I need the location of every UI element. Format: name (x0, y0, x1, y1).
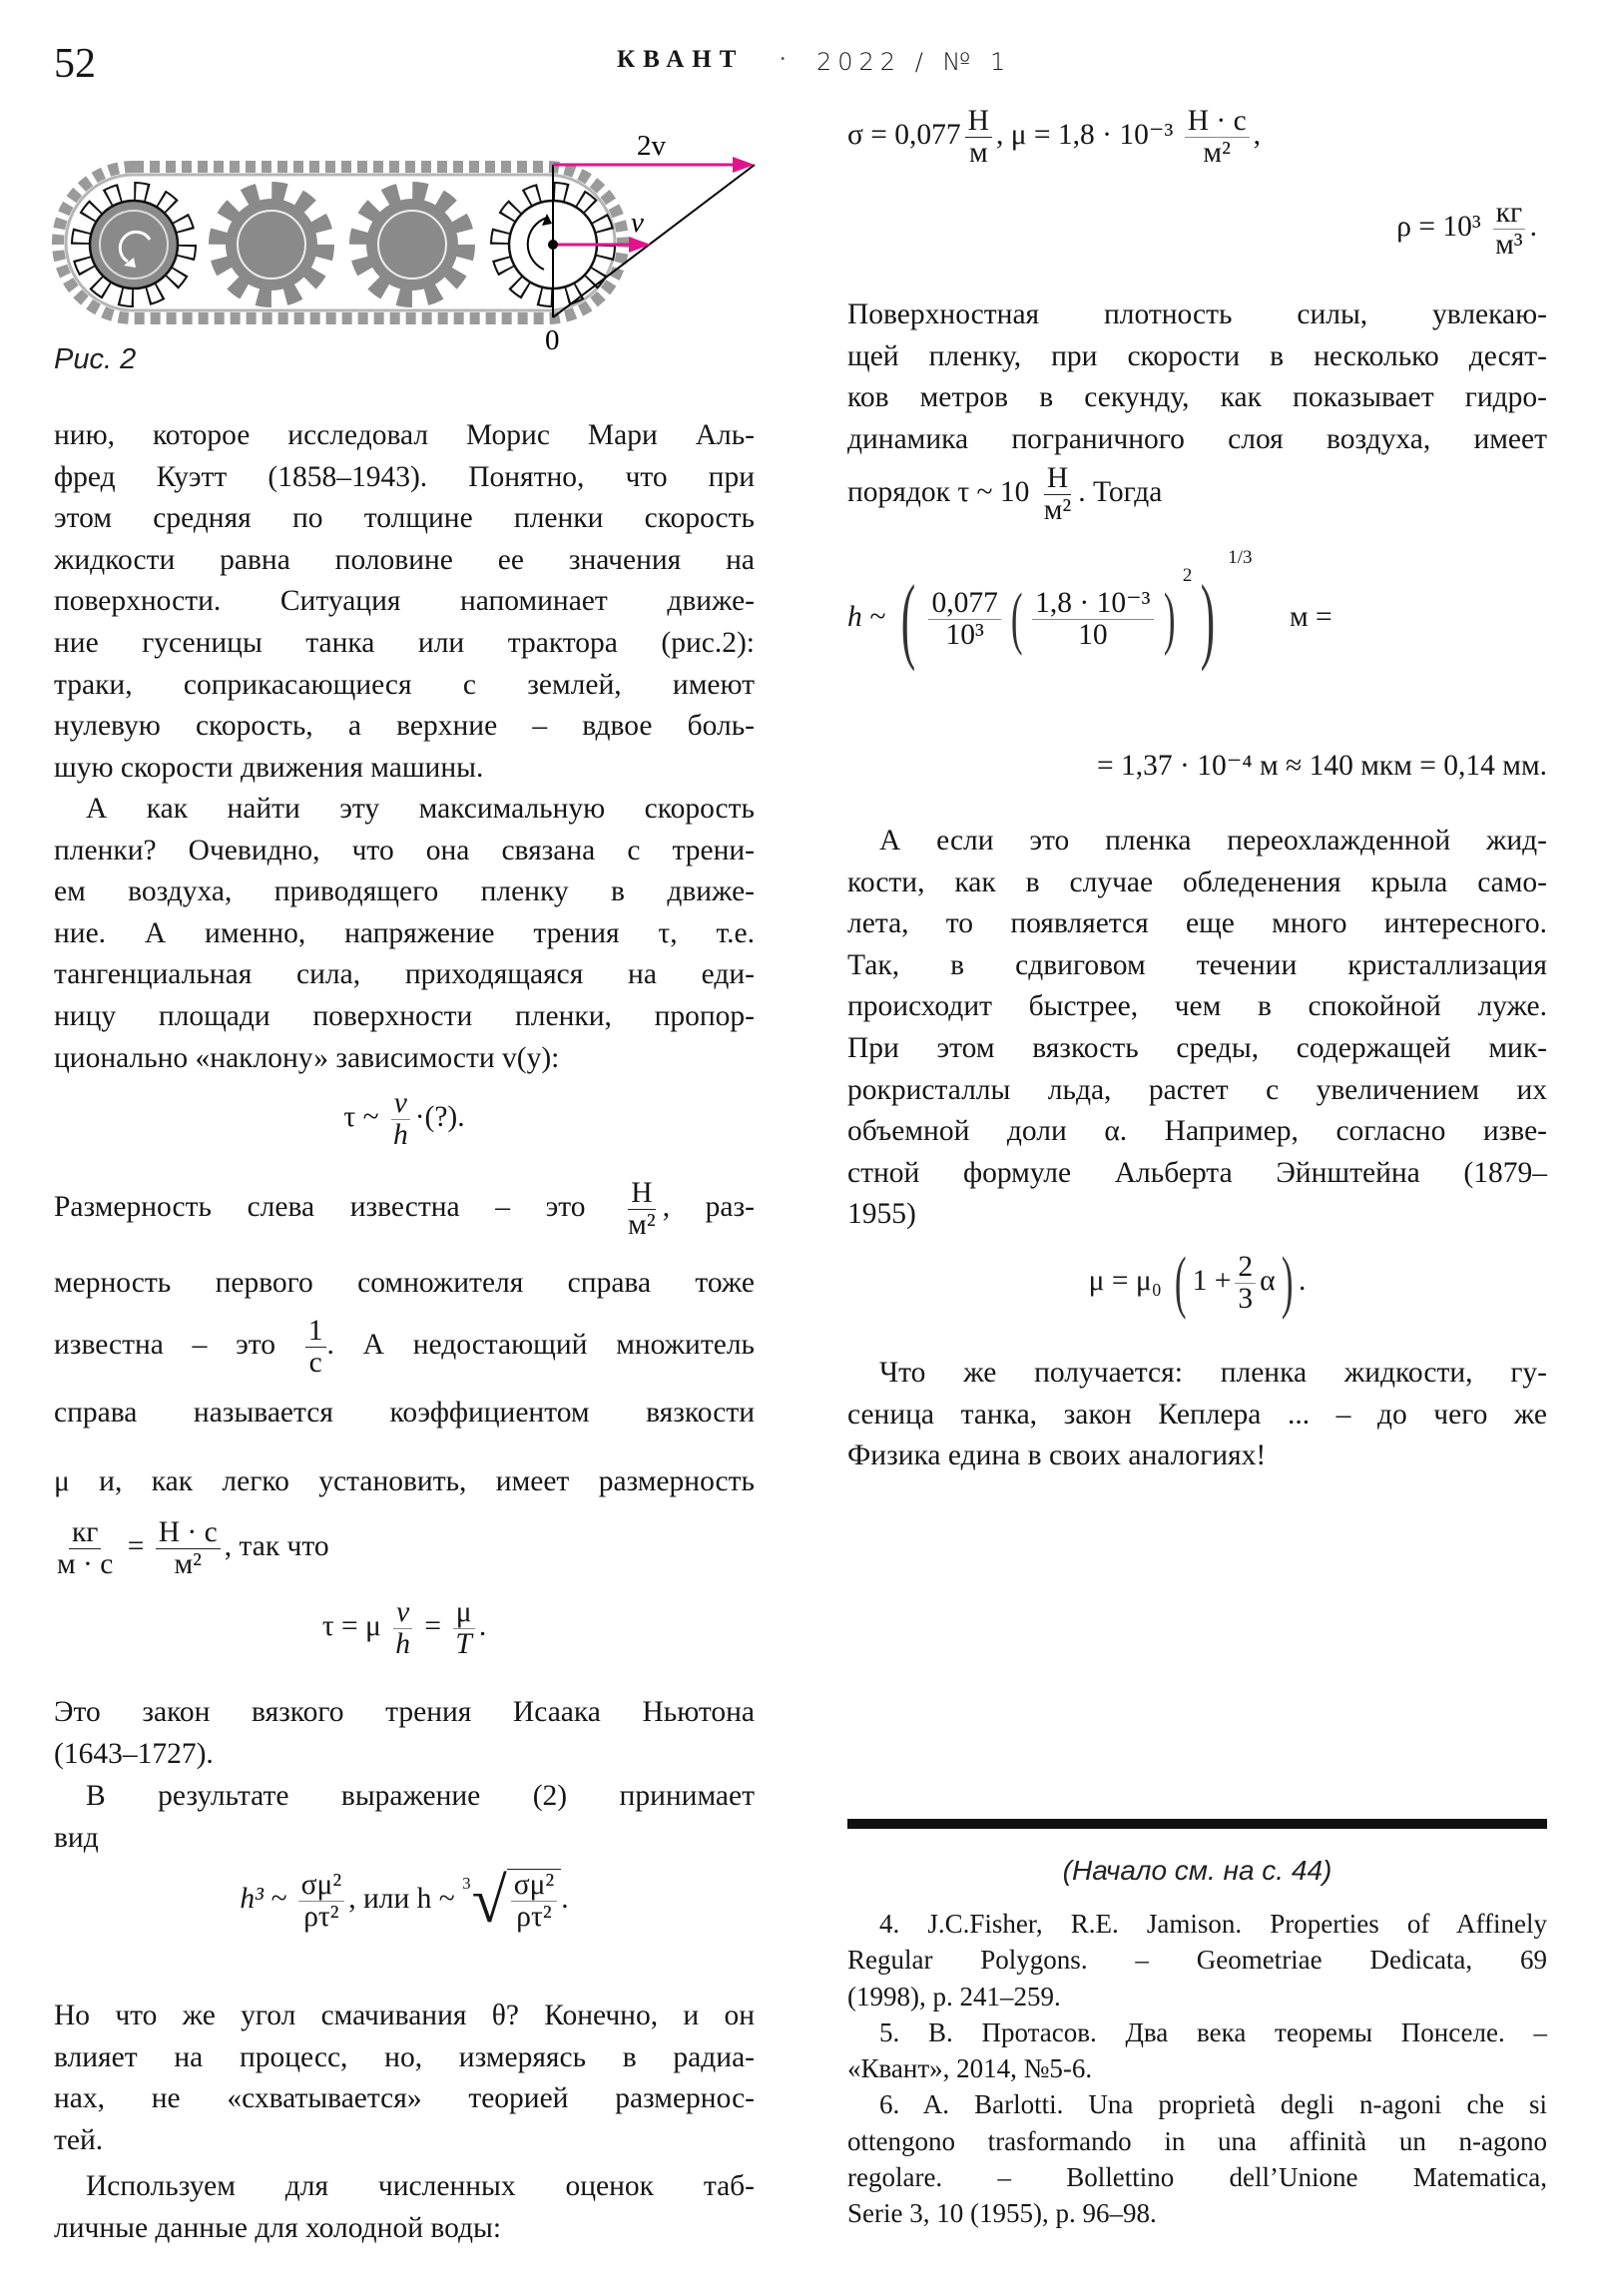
numerator: μ (453, 1597, 475, 1629)
denominator: м³ (1495, 228, 1523, 261)
text-line: нулевую скорость, а верхние – вдвое боль- (54, 710, 755, 743)
text: . (1298, 1264, 1307, 1297)
text-line: шую скорости движения машины. (54, 751, 484, 784)
text-line: личные данные для холодной воды: (54, 2211, 502, 2244)
numerator: Н (1044, 463, 1071, 495)
reference-line: 4. J.C.Fisher, R.E. Jamison. Properties of Affinely (879, 1909, 1547, 1939)
text-line: тей. (54, 2123, 104, 2156)
text-line: нах, не «схватывается» теорией размернос- (54, 2082, 755, 2115)
issue-number: 2022 / № 1 (816, 48, 1012, 76)
numerator: 1,8 · 10⁻³ (1032, 588, 1153, 620)
paragraph (847, 821, 1547, 1236)
reference-line: ottengono trasformando in una affinità un n-agono (847, 2125, 1547, 2156)
text-line: μ и, как легко установить, имеет размерность (54, 1465, 755, 1497)
text: Размерность слева известна – это (54, 1191, 586, 1224)
text-line: Физика едина в своих аналогиях! (847, 1439, 1267, 1472)
numerator: Н (965, 106, 992, 138)
constants-line (847, 106, 1547, 169)
formula-lhs: h ~ (847, 600, 886, 633)
formula-rhs: ·(?). (414, 1101, 465, 1134)
text-line (54, 1316, 755, 1379)
formula-h-cubed (54, 1865, 755, 1936)
arrowhead-2v (733, 157, 755, 173)
text-line: А если это пленка переохлажденной жид- (879, 825, 1547, 857)
text: ρ = 10³ (1396, 211, 1481, 244)
label-zero: 0 (545, 324, 560, 356)
label-2v: 2v (637, 130, 666, 162)
text: . (1529, 211, 1537, 244)
right-paren: ) (1201, 565, 1216, 672)
numerator: кг (1493, 198, 1525, 230)
numerator: σμ² (298, 1870, 345, 1902)
text-line: А как найти эту максимальную скорость (86, 793, 755, 825)
right-paren: ) (1163, 580, 1175, 657)
text: . (478, 1610, 487, 1643)
text-line: сеница танка, закон Кеплера ... – до чего же (847, 1398, 1547, 1431)
text-line: ницу площади поверхности пленки, пропор- (54, 999, 755, 1032)
equals: = (127, 1530, 145, 1563)
denominator: м · с (57, 1547, 114, 1580)
denominator: ρτ² (303, 1900, 339, 1933)
text-line: Это закон вязкого трения Исаака Ньютона (54, 1696, 755, 1728)
text: , раз- (662, 1191, 756, 1224)
text-line (847, 463, 1547, 526)
paragraph (847, 1353, 1547, 1477)
text-line: Используем для численных оценок таб- (86, 2170, 755, 2202)
label-v: v (631, 207, 644, 239)
paragraph (54, 1776, 755, 1859)
text: . Тогда (1078, 476, 1163, 509)
text-line: Что же получается: пленка жидкости, гу- (879, 1357, 1547, 1389)
reference-line: Regular Polygons. – Geometriae Dedicata, 69 (847, 1945, 1547, 1976)
denominator: h (392, 1118, 408, 1151)
exponent: 1/3 (1228, 547, 1253, 568)
text-line: мерность первого сомножителя справа тоже (54, 1267, 755, 1299)
cube-root (462, 1865, 561, 1936)
paragraph (54, 1692, 755, 1775)
text-line: При этом вязкость среды, содержащей мик- (847, 1031, 1547, 1064)
text: . А недостающий множитель (326, 1329, 756, 1362)
formula-lhs: τ = μ (321, 1610, 381, 1643)
section-divider (847, 1819, 1547, 1829)
reference-line: regolare. – Bollettino dell’Unione Matematica, (847, 2162, 1547, 2193)
text-line: справа называется коэффициентом вязкости (54, 1397, 755, 1429)
text: известна – это (54, 1329, 276, 1362)
text-line: ем воздуха, приводящего пленку в движе- (54, 875, 755, 908)
denominator: 10³ (945, 618, 984, 651)
text: , μ = 1,8 · 10⁻³ (995, 119, 1174, 152)
text-line: влияет на процесс, но, измеряясь в радиа- (54, 2040, 755, 2073)
paragraph (54, 415, 755, 789)
paragraph (847, 294, 1547, 460)
text: 1 + (1192, 1264, 1232, 1297)
gear-3 (366, 199, 458, 290)
gear-2 (226, 199, 317, 290)
root-index: 3 (462, 1874, 471, 1893)
radical-sign-icon: √ (471, 1865, 507, 1936)
reference-line: Serie 3, 10 (1955), p. 96–98. (847, 2198, 1157, 2229)
right-paren: ) (1281, 1244, 1294, 1321)
text-line: рокристаллы льда, растет с увеличением их (847, 1073, 1547, 1106)
journal-title: КВАНТ (617, 46, 745, 73)
formula-einstein (847, 1244, 1547, 1321)
text-line: ционально «наклону» зависимости v(y): (54, 1041, 560, 1074)
numerator: кг (69, 1517, 101, 1549)
numerator: 1 (305, 1316, 326, 1348)
text-line: поверхности. Ситуация напоминает движе- (54, 585, 755, 618)
denominator: м² (628, 1208, 656, 1241)
axle-dot (548, 240, 558, 250)
arrowhead-v (629, 237, 651, 253)
denominator: м² (174, 1547, 202, 1580)
left-paren: ( (901, 565, 916, 672)
text-line: стной формуле Альберта Эйнштейна (1879– (847, 1156, 1547, 1189)
paragraph (54, 2166, 755, 2249)
formula-lhs: h³ ~ (240, 1882, 287, 1915)
unit: м = (1289, 600, 1332, 633)
denominator: м² (1043, 493, 1072, 526)
text: порядок τ ~ 10 (847, 476, 1030, 509)
text: α (1260, 1264, 1276, 1297)
text-line: жидкости равна половине ее значения на (54, 543, 755, 576)
text-line: ние. А именно, напряжение трения τ, т.е. (54, 916, 755, 949)
text: σ = 0,077 (847, 119, 961, 152)
formula-newton (54, 1597, 755, 1660)
numerator: Н · с (156, 1517, 221, 1549)
numerator: 0,077 (928, 588, 1000, 620)
text-line: фред Куэтт (1858–1943). Понятно, что при (54, 460, 755, 493)
text-line: лета, то появляется еще много интересного. (847, 907, 1547, 940)
paragraph (54, 789, 755, 1079)
denominator: м (968, 136, 988, 169)
numerator: v (391, 1088, 410, 1120)
units-line (54, 1517, 755, 1580)
formula-lhs: μ = μ₀ (1088, 1264, 1162, 1297)
reference-line: (1998), p. 241–259. (847, 1981, 1061, 2011)
reference-line: 6. A. Barlotti. Una proprietà degli n-agoni che si (879, 2089, 1547, 2120)
text-line: этом средняя по толщине пленки скорость (54, 502, 755, 535)
text-line: вид (54, 1821, 99, 1854)
text-line: ние гусеницы танка или трактора (рис.2): (54, 626, 755, 659)
denominator: 3 (1238, 1282, 1254, 1315)
figure-caption: Рис. 2 (54, 343, 137, 375)
formula-tau (54, 1088, 755, 1151)
page-number: 52 (54, 41, 96, 87)
text-line: происходит быстрее, чем в спокойной луже. (847, 990, 1547, 1023)
text-line: (1643–1727). (54, 1737, 214, 1770)
reference-line: «Квант», 2014, №5-6. (847, 2053, 1093, 2084)
text-line: тангенциальная сила, приходящаяся на еди- (54, 958, 755, 991)
denominator: с (308, 1346, 322, 1379)
text-line: Поверхностная плотность силы, увлекаю- (847, 298, 1547, 330)
references-list (847, 1906, 1547, 2232)
numerator: v (393, 1597, 412, 1629)
denominator: м² (1203, 136, 1231, 169)
tank-track-figure (0, 120, 798, 359)
text-line: динамика пограничного слоя воздуха, имеет (847, 422, 1547, 455)
numerator: 2 (1235, 1252, 1256, 1284)
denominator: T (455, 1627, 472, 1660)
text-line: В результате выражение (2) принимает (86, 1780, 755, 1812)
continued-note: (Начало см. на с. 44) (1062, 1855, 1332, 1886)
formula-h (847, 547, 1547, 672)
text-line: объемной доли α. Например, согласно изве- (847, 1115, 1547, 1148)
paragraph (54, 1996, 755, 2161)
result-line: = 1,37 · 10⁻⁴ м ≈ 140 мкм = 0,14 мм. (1097, 750, 1547, 782)
numerator: σμ² (511, 1870, 558, 1902)
text-line: Так, в сдвиговом течении кристаллизация (847, 948, 1547, 981)
gear-1 (90, 201, 178, 288)
text-line: кости, как в случае обледенения крыла само- (847, 865, 1547, 898)
text: . (561, 1882, 569, 1915)
text: , или h ~ (348, 1882, 455, 1915)
numerator: Н · с (1185, 106, 1250, 138)
left-paren: ( (1175, 1244, 1187, 1321)
text-line: 1955) (847, 1198, 916, 1231)
header-separator: · (779, 46, 788, 73)
text-line: пленки? Очевидно, что она связана с трени- (54, 834, 755, 866)
text: , так что (224, 1530, 329, 1563)
reference-line: 5. В. Протасов. Два века теоремы Понселе. – (879, 2016, 1547, 2047)
text-line: траки, соприкасающиеся с землей, имеют (54, 668, 755, 701)
denominator: 10 (1078, 618, 1108, 651)
denominator: h (395, 1627, 410, 1660)
left-paren: ( (1010, 580, 1023, 657)
text-line: Но что же угол смачивания θ? Конечно, и он (54, 2000, 755, 2031)
formula-lhs: τ ~ (343, 1101, 379, 1134)
text-line (54, 1178, 755, 1241)
density-line (847, 198, 1547, 261)
text-line: нию, которое исследовал Морис Мари Аль- (54, 419, 755, 451)
numerator: Н (628, 1178, 655, 1210)
text-line: ков метров в секунду, как показывает гидро- (847, 381, 1547, 414)
equals: = (424, 1610, 442, 1643)
exponent: 2 (1182, 565, 1193, 586)
denominator: ρτ² (516, 1901, 552, 1933)
text: , (1253, 119, 1262, 152)
text-line: щей пленку, при скорости в несколько десят- (847, 339, 1547, 372)
